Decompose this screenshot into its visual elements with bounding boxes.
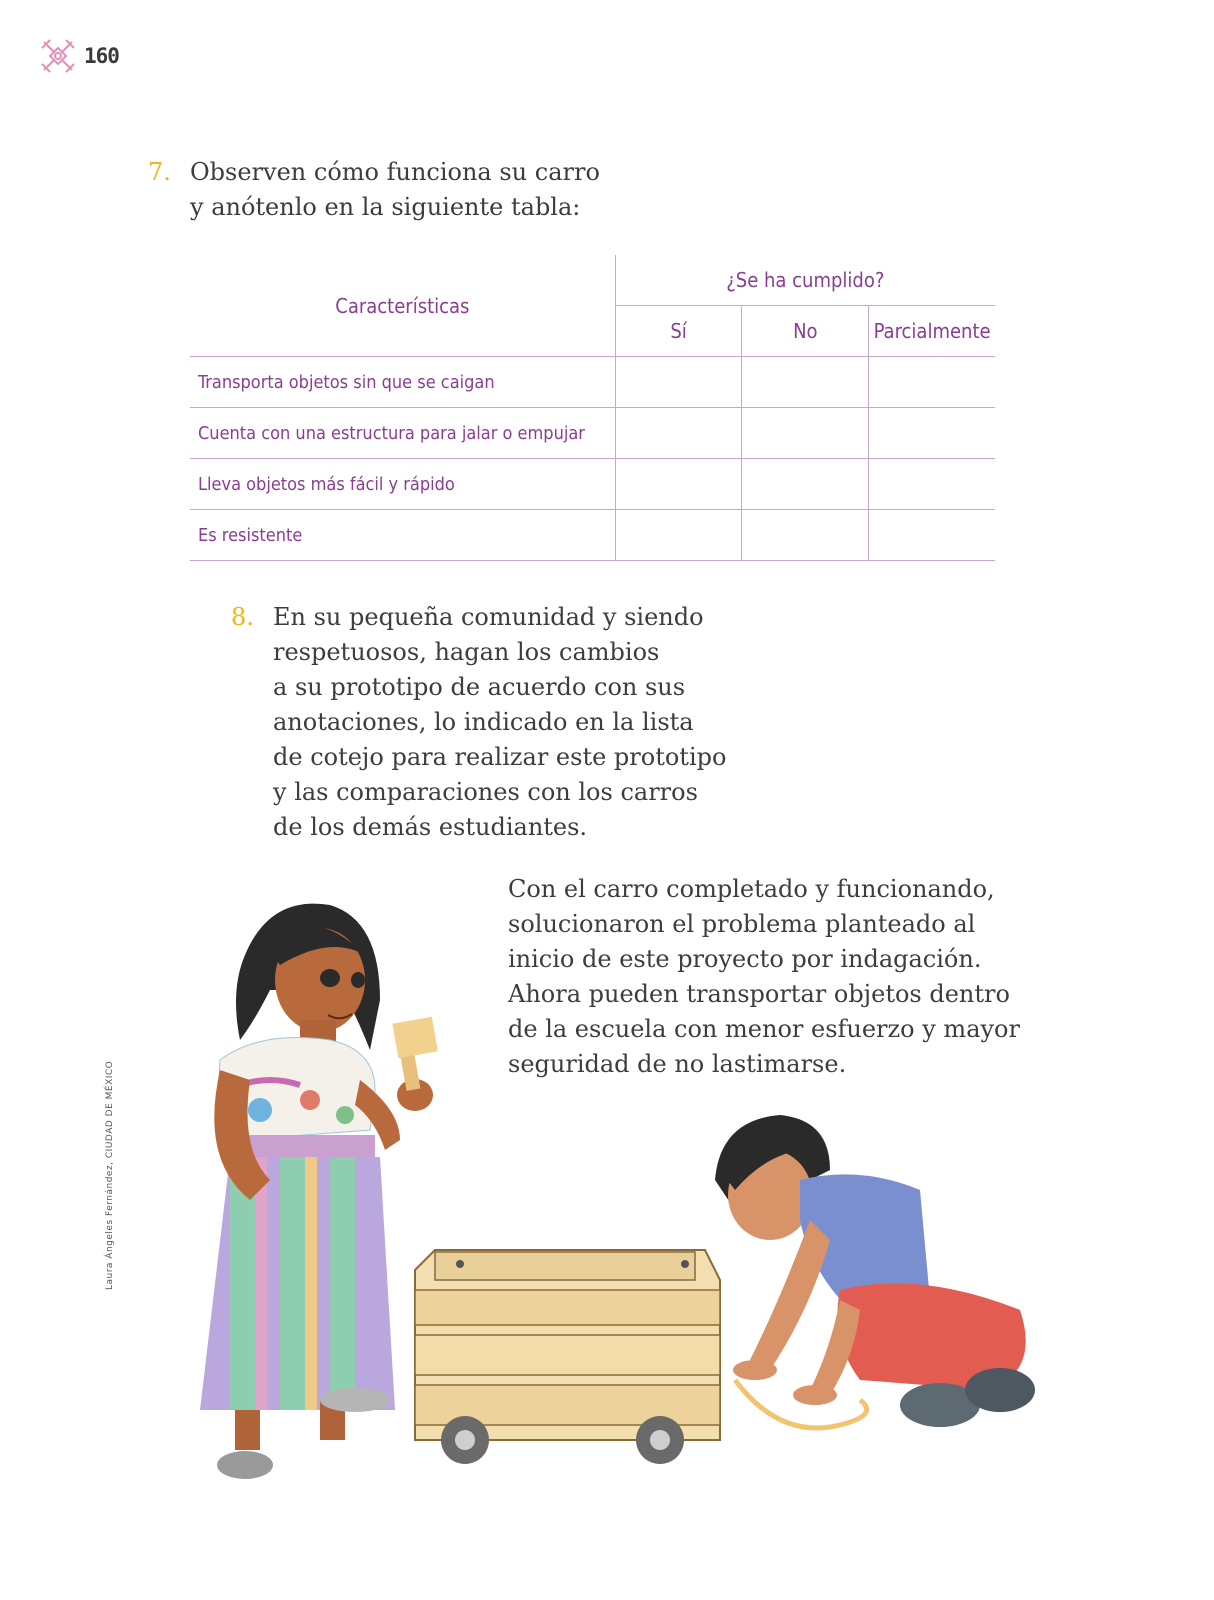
table-row: [190, 510, 995, 561]
step-8-line: y las comparaciones con los carros: [273, 778, 698, 806]
closing-line: Ahora pueden transportar objetos dentro: [508, 980, 1010, 1008]
answer-cell-no[interactable]: [742, 357, 869, 408]
feature-label: Lleva objetos más fácil y rápido: [190, 459, 615, 510]
table-row: [190, 459, 995, 510]
feature-label: Cuenta con una estructura para jalar o empujar: [190, 408, 615, 459]
answer-cell-si[interactable]: [615, 510, 742, 561]
answer-cell-si[interactable]: [615, 459, 742, 510]
column-header-no: No: [742, 306, 869, 357]
step-8-line: anotaciones, lo indicado en la lista: [273, 708, 694, 736]
step-8-line: a su prototipo de acuerdo con sus: [273, 673, 686, 701]
step-7-line-2: y anótenlo en la siguiente tabla:: [190, 193, 581, 221]
checklist-table: [190, 255, 995, 561]
step-7-number: 7.: [148, 158, 171, 186]
closing-line: seguridad de no lastimarse.: [508, 1050, 847, 1078]
feature-label: Transporta objetos sin que se caigan: [190, 357, 615, 408]
girl-figure: [200, 904, 438, 1479]
answer-cell-parcialmente[interactable]: [869, 408, 995, 459]
step-8-line: de cotejo para realizar este prototipo: [273, 743, 727, 771]
step-8-line: de los demás estudiantes.: [273, 813, 588, 841]
answer-cell-no[interactable]: [742, 459, 869, 510]
closing-line: de la escuela con menor esfuerzo y mayor: [508, 1015, 1020, 1043]
ornament-icon: [40, 38, 76, 74]
answer-cell-no[interactable]: [742, 510, 869, 561]
wooden-cart: [415, 1250, 720, 1464]
illustration-children-wooden-cart: [160, 880, 1060, 1500]
column-header-features: Características: [190, 255, 615, 357]
step-8: [231, 600, 743, 845]
feature-label: Es resistente: [190, 510, 615, 561]
column-header-parcialmente: Parcialmente: [869, 306, 995, 357]
step-7: [148, 155, 650, 225]
closing-line: solucionaron el problema planteado al: [508, 910, 976, 938]
step-8-line: En su pequeña comunidad y siendo: [273, 603, 704, 631]
answer-cell-si[interactable]: [615, 408, 742, 459]
step-8-number: 8.: [231, 603, 254, 631]
column-header-si: Sí: [615, 306, 742, 357]
answer-cell-parcialmente[interactable]: [869, 510, 995, 561]
answer-cell-si[interactable]: [615, 357, 742, 408]
answer-cell-no[interactable]: [742, 408, 869, 459]
answer-cell-parcialmente[interactable]: [869, 459, 995, 510]
step-7-line-1: Observen cómo funciona su carro: [190, 158, 600, 186]
closing-line: Con el carro completado y funcionando,: [508, 875, 995, 903]
closing-line: inicio de este proyecto por indagación.: [508, 945, 982, 973]
page-number: 160: [84, 44, 119, 68]
illustration-credit: Laura Ángeles Fernández, CIUDAD DE MÉXICO: [105, 1060, 115, 1290]
table-row: [190, 357, 995, 408]
boy-figure: [715, 1115, 1035, 1428]
column-group-header: ¿Se ha cumplido?: [615, 255, 995, 306]
answer-cell-parcialmente[interactable]: [869, 357, 995, 408]
table-row: [190, 408, 995, 459]
page-header: [40, 38, 119, 74]
step-8-line: respetuosos, hagan los cambios: [273, 638, 660, 666]
